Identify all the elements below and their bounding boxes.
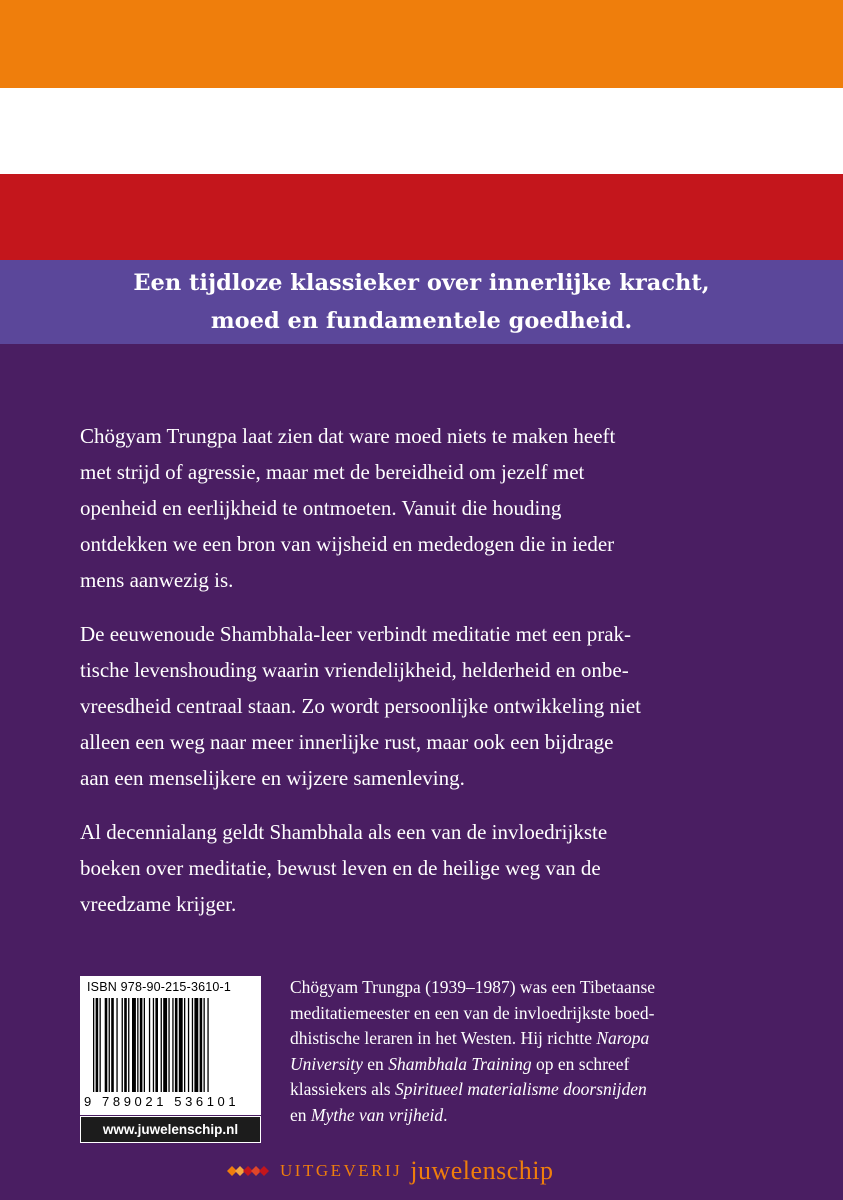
paragraph-line: met strijd of agressie, maar met de bereidheid om jezelf met — [80, 460, 585, 484]
bio-text: en — [362, 1053, 389, 1074]
bio-italic: Spiritueel materialisme doorsnijden — [394, 1079, 647, 1099]
bio-line: Chögyam Trungpa (1939–1987) was een Tibetaanse — [290, 977, 656, 997]
barcode-bar — [132, 998, 136, 1092]
barcode-bar — [192, 998, 193, 1092]
bio-italic: Shambhala Training — [388, 1053, 532, 1074]
barcode-bar — [96, 998, 99, 1092]
tagline-band — [0, 260, 843, 344]
paragraph-line: vreedzame krijger. — [80, 892, 237, 916]
barcode-bar — [153, 998, 154, 1092]
white-stripe — [0, 88, 843, 174]
barcode-bar — [116, 998, 117, 1092]
paragraph-line: alleen een weg naar meer innerlijke rust, maar ook een bijdrage — [80, 730, 614, 754]
barcode-bar — [163, 998, 167, 1092]
orange-stripe — [0, 0, 843, 88]
barcode-bar — [179, 998, 183, 1092]
barcode-bar — [109, 998, 110, 1092]
barcode-bar — [194, 998, 198, 1092]
barcode-bars — [93, 998, 249, 1092]
barcode-panel — [80, 976, 261, 1115]
diamonds-logo-icon — [222, 1161, 272, 1181]
bio-text: dhistische leraren in het Westen. Hij richtte — [290, 1028, 592, 1048]
barcode-bar — [172, 998, 173, 1092]
barcode-bar — [137, 998, 138, 1092]
barcode-bar — [111, 998, 114, 1092]
barcode-bar — [124, 998, 127, 1092]
barcode-bar — [204, 998, 205, 1092]
bio-line — [290, 1103, 760, 1129]
isbn-label: ISBN 978-90-215-3610-1 — [87, 980, 232, 994]
bio-italic: Naropa — [596, 1028, 650, 1048]
barcode-bar — [184, 998, 185, 1092]
barcode-bar — [122, 998, 123, 1092]
barcode-bar — [207, 998, 208, 1092]
paragraph-line: aan een menselijkere en wijzere samenleving. — [80, 766, 465, 790]
author-bio — [290, 975, 760, 1128]
paragraph-1 — [80, 418, 770, 598]
barcode-bar — [105, 998, 108, 1092]
barcode-digits: 9 789021 536101 — [84, 1094, 240, 1109]
bio-text: op en schreef — [531, 1053, 630, 1074]
paragraph-line: Chögyam Trungpa laat zien dat ware moed niets te maken heeft — [80, 424, 616, 448]
barcode-bar — [93, 998, 94, 1092]
paragraph-line: boeken over meditatie, bewust leven en de heilige weg van de — [80, 856, 601, 880]
barcode-bar — [188, 998, 189, 1092]
paragraph-line: openheid en eerlijkheid te ontmoeten. Vanuit die houding — [80, 496, 562, 520]
barcode-bar — [149, 998, 150, 1092]
barcode-bar — [168, 998, 169, 1092]
bio-line — [290, 1052, 760, 1078]
tagline-line-1: Een tijdloze klassieker over innerlijke kracht, — [133, 270, 710, 296]
paragraph-2 — [80, 616, 770, 796]
tagline-line-2: moed en fundamentele goedheid. — [210, 308, 633, 334]
bio-text: klassiekers als — [290, 1079, 395, 1099]
publisher-label-lower: juwelenschip — [410, 1156, 554, 1185]
isbn-barcode-block — [80, 976, 261, 1143]
barcode-bar — [155, 998, 158, 1092]
barcode-bar — [140, 998, 143, 1092]
barcode-bar — [200, 998, 203, 1092]
paragraph-line: tische levenshouding waarin vriendelijkheid, helderheid en onbe- — [80, 658, 629, 682]
barcode-bar — [144, 998, 145, 1092]
bio-italic: Mythe van vrijheid — [310, 1104, 444, 1125]
bio-italic: University — [290, 1053, 363, 1074]
publisher-url[interactable]: www.juwelenschip.nl — [80, 1116, 261, 1143]
publisher-label-upper: UITGEVERIJ — [280, 1161, 403, 1180]
paragraph-line: Al decennialang geldt Shambhala als een van de invloedrijkste — [80, 820, 608, 844]
red-stripe — [0, 174, 843, 260]
barcode-bar — [161, 998, 162, 1092]
bio-line — [290, 1026, 760, 1052]
paragraph-line: ontdekken we een bron van wijsheid en mededogen die in ieder — [80, 532, 615, 556]
paragraph-line: vreesdheid centraal staan. Zo wordt persoonlijke ontwikkeling niet — [80, 694, 642, 718]
paragraph-line: mens aanwezig is. — [80, 568, 234, 592]
paragraph-line: De eeuwenoude Shambhala-leer verbindt meditatie met een prak- — [80, 622, 632, 646]
barcode-bar — [100, 998, 101, 1092]
bio-text: en — [290, 1104, 311, 1125]
barcode-bar — [175, 998, 178, 1092]
barcode-bar — [128, 998, 129, 1092]
bio-line — [290, 1077, 760, 1103]
paragraph-3 — [80, 814, 770, 922]
publisher-imprint — [222, 1156, 553, 1186]
bio-text: . — [443, 1104, 448, 1125]
bio-line: meditatiemeester en een van de invloedrijkste boed- — [290, 1002, 655, 1023]
